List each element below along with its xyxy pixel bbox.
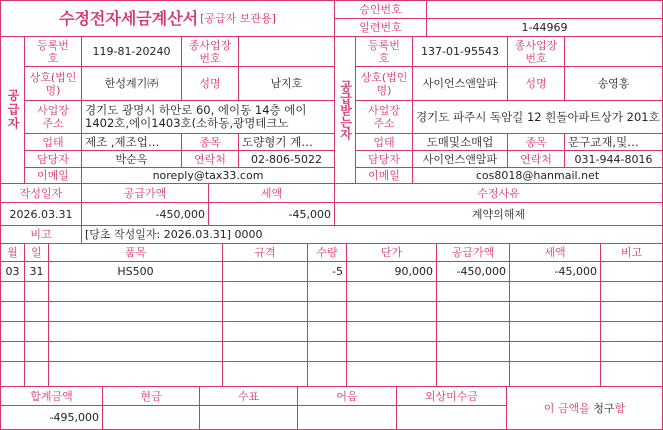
item-cell-tax bbox=[509, 301, 601, 322]
buyer-contact-value: 031-944-8016 bbox=[564, 150, 663, 168]
item-cell-price bbox=[346, 301, 437, 322]
buyer-type-value: 도매및소매업 bbox=[412, 133, 508, 151]
buyer-branch-label: 종사업장번호 bbox=[507, 36, 565, 67]
item-cell-tax bbox=[509, 341, 601, 362]
supply-label: 공급가액 bbox=[81, 183, 209, 203]
item-cell-tax bbox=[509, 281, 601, 302]
supplier-side-label: 공급자 bbox=[0, 36, 25, 184]
buyer-type-label: 업태 bbox=[355, 133, 413, 151]
item-cell-spec bbox=[222, 341, 308, 362]
item-cell-day bbox=[24, 321, 49, 342]
items-header-supply: 공급가액 bbox=[436, 243, 510, 262]
supplier-manager-value: 박순옥 bbox=[81, 150, 182, 168]
item-cell-note bbox=[600, 261, 663, 282]
supplier-email-label: 이메일 bbox=[24, 167, 82, 184]
item-cell-note bbox=[600, 281, 663, 302]
item-cell-spec bbox=[222, 361, 308, 387]
item-cell-month bbox=[0, 281, 25, 302]
claim-word: 청구 bbox=[593, 401, 615, 415]
item-cell-day bbox=[24, 341, 49, 362]
supplier-manager-label: 담당자 bbox=[24, 150, 82, 168]
item-cell-qty: -5 bbox=[307, 261, 347, 282]
supply-value: -450,000 bbox=[81, 202, 209, 226]
supplier-reg-label: 등록번호 bbox=[24, 36, 82, 67]
item-cell-supply bbox=[436, 281, 510, 302]
item-cell-qty bbox=[307, 361, 347, 387]
item-cell-name: HS500 bbox=[48, 261, 223, 282]
item-cell-price bbox=[346, 321, 437, 342]
credit-value bbox=[396, 405, 507, 430]
supplier-contact-label: 연락처 bbox=[181, 150, 239, 168]
item-cell-price bbox=[346, 281, 437, 302]
item-cell-name bbox=[48, 341, 223, 362]
buyer-item-value: 문구교재,및… bbox=[564, 133, 663, 151]
approval-value bbox=[426, 0, 663, 19]
item-cell-qty bbox=[307, 341, 347, 362]
invoice-title bbox=[0, 0, 335, 37]
note-value: [당초 작성일자: 2026.03.31] 0000 bbox=[81, 225, 663, 244]
buyer-reg-label: 등록번호 bbox=[355, 36, 413, 67]
bill-value bbox=[297, 405, 397, 430]
cash-label: 현금 bbox=[102, 386, 200, 406]
supplier-item-label: 종목 bbox=[181, 133, 239, 151]
buyer-name-label: 상호(법인명) bbox=[355, 66, 413, 101]
item-cell-day bbox=[24, 281, 49, 302]
buyer-addr-label: 사업장주소 bbox=[355, 100, 413, 134]
buyer-email-label: 이메일 bbox=[355, 167, 413, 184]
item-cell-note bbox=[600, 361, 663, 387]
cash-value bbox=[102, 405, 200, 430]
credit-label: 외상미수금 bbox=[396, 386, 507, 406]
item-cell-month: 03 bbox=[0, 261, 25, 282]
item-cell-note bbox=[600, 321, 663, 342]
supplier-name-label: 상호(법인명) bbox=[24, 66, 82, 101]
title-text: 수정전자세금계산서 bbox=[59, 9, 199, 28]
serial-value: 1-44969 bbox=[426, 18, 663, 37]
total-label: 합계금액 bbox=[0, 386, 103, 406]
item-cell-spec bbox=[222, 261, 308, 282]
item-cell-supply: -450,000 bbox=[436, 261, 510, 282]
date-label: 작성일자 bbox=[0, 183, 82, 203]
supplier-type-label: 업태 bbox=[24, 133, 82, 151]
tax-label: 세액 bbox=[208, 183, 335, 203]
buyer-name-value: 사이언스앤알파 bbox=[412, 66, 508, 101]
supplier-reg-value: 119-81-20240 bbox=[81, 36, 182, 67]
supplier-addr-value: 경기도 광명시 하안로 60, 에이동 14층 에이 1402호,에이1403호(소하동,광명테크노 bbox=[81, 100, 335, 134]
items-header-day: 일 bbox=[24, 243, 49, 262]
item-cell-name bbox=[48, 361, 223, 387]
item-cell-month bbox=[0, 321, 25, 342]
approval-label: 승인번호 bbox=[334, 0, 427, 19]
buyer-ceo-label: 성명 bbox=[507, 66, 565, 101]
check-value bbox=[199, 405, 298, 430]
item-cell-qty bbox=[307, 281, 347, 302]
items-header-note: 비고 bbox=[600, 243, 663, 262]
buyer-ceo-value: 송영홍 bbox=[564, 66, 663, 101]
items-header-spec: 규격 bbox=[222, 243, 308, 262]
supplier-type-value: 제조 ,제조업… bbox=[81, 133, 182, 151]
items-header-qty: 수량 bbox=[307, 243, 347, 262]
item-cell-day: 31 bbox=[24, 261, 49, 282]
date-value: 2026.03.31 bbox=[0, 202, 82, 226]
tax-value: -45,000 bbox=[208, 202, 335, 226]
item-cell-tax bbox=[509, 321, 601, 342]
item-cell-tax: -45,000 bbox=[509, 261, 601, 282]
item-cell-price bbox=[346, 361, 437, 387]
buyer-manager-value: 사이언스앤알파 bbox=[412, 150, 508, 168]
item-cell-spec bbox=[222, 321, 308, 342]
buyer-item-label: 종목 bbox=[507, 133, 565, 151]
item-cell-day bbox=[24, 301, 49, 322]
bill-label: 어음 bbox=[297, 386, 397, 406]
title-subtitle: [공급자 보관용] bbox=[200, 12, 276, 25]
item-cell-day bbox=[24, 361, 49, 387]
reason-label: 수정사유 bbox=[334, 183, 663, 203]
total-value: -495,000 bbox=[0, 405, 103, 430]
item-cell-supply bbox=[436, 361, 510, 387]
item-cell-qty bbox=[307, 321, 347, 342]
check-label: 수표 bbox=[199, 386, 298, 406]
item-cell-name bbox=[48, 281, 223, 302]
buyer-contact-label: 연락처 bbox=[507, 150, 565, 168]
item-cell-month bbox=[0, 301, 25, 322]
supplier-addr-label: 사업장주소 bbox=[24, 100, 82, 134]
note-label: 비고 bbox=[0, 225, 82, 244]
supplier-ceo-label: 성명 bbox=[181, 66, 239, 101]
item-cell-month bbox=[0, 341, 25, 362]
supplier-email-value: noreply@tax33.com bbox=[81, 167, 335, 184]
item-cell-spec bbox=[222, 301, 308, 322]
item-cell-name bbox=[48, 321, 223, 342]
supplier-ceo-value: 남지호 bbox=[238, 66, 335, 101]
item-cell-note bbox=[600, 341, 663, 362]
item-cell-price: 90,000 bbox=[346, 261, 437, 282]
supplier-branch-value bbox=[238, 36, 335, 67]
item-cell-spec bbox=[222, 281, 308, 302]
items-header-name: 품목 bbox=[48, 243, 223, 262]
supplier-name-value: 한성계기㈜ bbox=[81, 66, 182, 101]
item-cell-supply bbox=[436, 321, 510, 342]
buyer-addr-value: 경기도 파주시 독암길 12 흰돌아파트상가 201호 bbox=[412, 100, 663, 134]
buyer-branch-value bbox=[564, 36, 663, 67]
items-header-price: 단가 bbox=[346, 243, 437, 262]
claim-prefix: 이 금액을 bbox=[543, 401, 594, 415]
item-cell-supply bbox=[436, 301, 510, 322]
item-cell-note bbox=[600, 301, 663, 322]
buyer-side-label: 공급받는자 bbox=[334, 36, 356, 184]
supplier-contact-value: 02-806-5022 bbox=[238, 150, 335, 168]
buyer-reg-value: 137-01-95543 bbox=[412, 36, 508, 67]
claim-suffix: 함 bbox=[614, 401, 626, 415]
item-cell-month bbox=[0, 361, 25, 387]
reason-value: 계약의해제 bbox=[334, 202, 663, 226]
items-header-month: 월 bbox=[0, 243, 25, 262]
item-cell-name bbox=[48, 301, 223, 322]
item-cell-price bbox=[346, 341, 437, 362]
buyer-email-value: cos8018@hanmail.net bbox=[412, 167, 663, 184]
buyer-manager-label: 담당자 bbox=[355, 150, 413, 168]
claim-statement bbox=[506, 386, 663, 430]
items-header-tax: 세액 bbox=[509, 243, 601, 262]
supplier-item-value: 도량형기 계… bbox=[238, 133, 335, 151]
item-cell-qty bbox=[307, 301, 347, 322]
item-cell-tax bbox=[509, 361, 601, 387]
supplier-branch-label: 종사업장번호 bbox=[181, 36, 239, 67]
item-cell-supply bbox=[436, 341, 510, 362]
serial-label: 일련번호 bbox=[334, 18, 427, 37]
